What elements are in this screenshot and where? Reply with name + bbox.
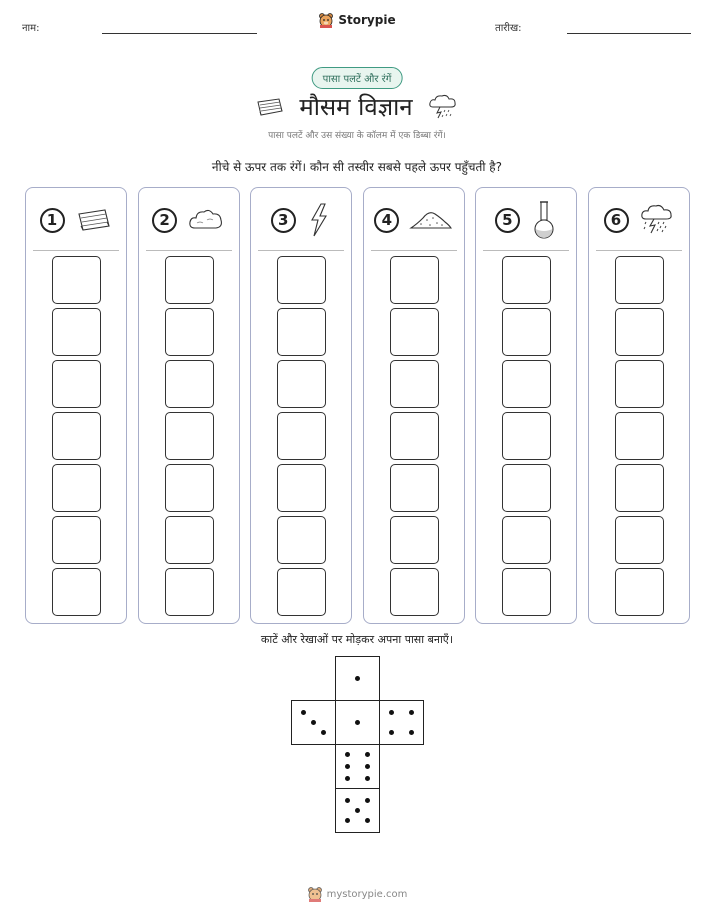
cloud-icon	[187, 206, 225, 234]
color-box[interactable]	[52, 412, 101, 460]
instruction: नीचे से ऊपर तक रंगें। कौन सी तस्वीर सबसे पहले ऊपर पहुँचती है?	[211, 160, 503, 174]
die-pip	[389, 710, 394, 715]
color-box[interactable]	[165, 412, 214, 460]
column-divider	[371, 250, 457, 251]
color-box[interactable]	[52, 360, 101, 408]
lightning-icon	[306, 202, 332, 238]
color-box[interactable]	[615, 464, 664, 512]
color-box[interactable]	[615, 412, 664, 460]
color-box[interactable]	[165, 308, 214, 356]
column-divider	[146, 250, 232, 251]
die-pip	[365, 818, 370, 823]
color-box[interactable]	[502, 464, 551, 512]
date-label: तारीख:	[495, 23, 522, 34]
column-number: 4	[374, 208, 399, 233]
die-face-1	[335, 700, 380, 745]
die-pip	[301, 710, 306, 715]
sand-pile-icon	[409, 206, 453, 234]
column-1	[25, 187, 127, 624]
die-pip	[355, 676, 360, 681]
die-pip	[409, 710, 414, 715]
die-pip	[355, 808, 360, 813]
color-box[interactable]	[165, 360, 214, 408]
die-pip	[409, 730, 414, 735]
brand-logo	[0, 12, 714, 28]
color-box[interactable]	[390, 360, 439, 408]
column-number: 1	[40, 208, 65, 233]
color-box[interactable]	[390, 256, 439, 304]
name-label: नाम:	[22, 23, 40, 34]
column-5	[475, 187, 577, 624]
color-box[interactable]	[277, 464, 326, 512]
color-box[interactable]	[52, 464, 101, 512]
color-box[interactable]	[615, 568, 664, 616]
column-4	[363, 187, 465, 624]
color-box[interactable]	[52, 256, 101, 304]
color-box[interactable]	[615, 516, 664, 564]
color-box[interactable]	[390, 308, 439, 356]
color-box[interactable]	[390, 412, 439, 460]
die-pip	[365, 776, 370, 781]
color-box[interactable]	[165, 464, 214, 512]
die-pip	[365, 764, 370, 769]
color-box[interactable]	[390, 516, 439, 564]
rock-layers-icon	[255, 96, 285, 118]
column-divider	[258, 250, 344, 251]
color-box[interactable]	[502, 256, 551, 304]
die-face-1	[335, 656, 380, 701]
color-box[interactable]	[615, 308, 664, 356]
page-title: मौसम विज्ञान	[299, 93, 413, 121]
storm-cloud-icon	[427, 93, 459, 121]
column-header	[597, 202, 681, 238]
title-row	[0, 90, 714, 123]
die-pip	[389, 730, 394, 735]
die-pip	[355, 720, 360, 725]
name-line[interactable]	[102, 33, 257, 34]
color-box[interactable]	[165, 256, 214, 304]
activity-tag: पासा पलटें और रंगें	[312, 67, 403, 89]
die-pip	[345, 764, 350, 769]
color-box[interactable]	[165, 516, 214, 564]
column-divider	[483, 250, 569, 251]
flask-icon	[530, 200, 558, 240]
column-number: 5	[495, 208, 520, 233]
color-box[interactable]	[502, 308, 551, 356]
die-face-4	[379, 700, 424, 745]
footer	[0, 886, 714, 902]
color-box[interactable]	[165, 568, 214, 616]
column-header	[34, 202, 118, 238]
die-pip	[311, 720, 316, 725]
color-box[interactable]	[502, 516, 551, 564]
column-header	[259, 202, 343, 238]
brand-name: Storypie	[338, 13, 396, 27]
die-pip	[365, 752, 370, 757]
column-3	[250, 187, 352, 624]
column-number: 6	[604, 208, 629, 233]
die-pip	[345, 752, 350, 757]
color-box[interactable]	[52, 568, 101, 616]
die-pip	[345, 776, 350, 781]
color-box[interactable]	[615, 360, 664, 408]
color-box[interactable]	[52, 516, 101, 564]
color-box[interactable]	[277, 568, 326, 616]
color-box[interactable]	[277, 412, 326, 460]
color-box[interactable]	[502, 360, 551, 408]
die-pip	[345, 818, 350, 823]
die-face-5	[335, 788, 380, 833]
bear-icon	[318, 12, 334, 28]
die-pip	[321, 730, 326, 735]
column-number: 3	[271, 208, 296, 233]
color-box[interactable]	[615, 256, 664, 304]
column-header	[147, 202, 231, 238]
color-box[interactable]	[390, 464, 439, 512]
rock-layers-icon	[75, 206, 113, 234]
date-line[interactable]	[567, 33, 691, 34]
subtitle: पासा पलटें और उस संख्या के कॉलम में एक डिब्बा रंगें।	[268, 131, 446, 141]
column-2	[138, 187, 240, 624]
column-divider	[33, 250, 119, 251]
color-box[interactable]	[277, 516, 326, 564]
color-box[interactable]	[277, 308, 326, 356]
color-box[interactable]	[502, 412, 551, 460]
columns-grid	[25, 187, 690, 624]
die-face-3	[291, 700, 336, 745]
footer-url: mystorypie.com	[326, 888, 408, 900]
bear-icon	[307, 886, 323, 902]
column-header	[484, 202, 568, 238]
color-box[interactable]	[390, 568, 439, 616]
cut-instruction: काटें और रेखाओं पर मोड़कर अपना पासा बनाएँ।	[260, 633, 454, 646]
die-face-6	[335, 744, 380, 789]
color-box[interactable]	[277, 360, 326, 408]
column-header	[372, 202, 456, 238]
die-pip	[345, 798, 350, 803]
color-box[interactable]	[277, 256, 326, 304]
color-box[interactable]	[502, 568, 551, 616]
column-divider	[596, 250, 682, 251]
storm-cloud-icon	[639, 203, 675, 237]
column-number: 2	[152, 208, 177, 233]
color-box[interactable]	[52, 308, 101, 356]
column-6	[588, 187, 690, 624]
die-pip	[365, 798, 370, 803]
